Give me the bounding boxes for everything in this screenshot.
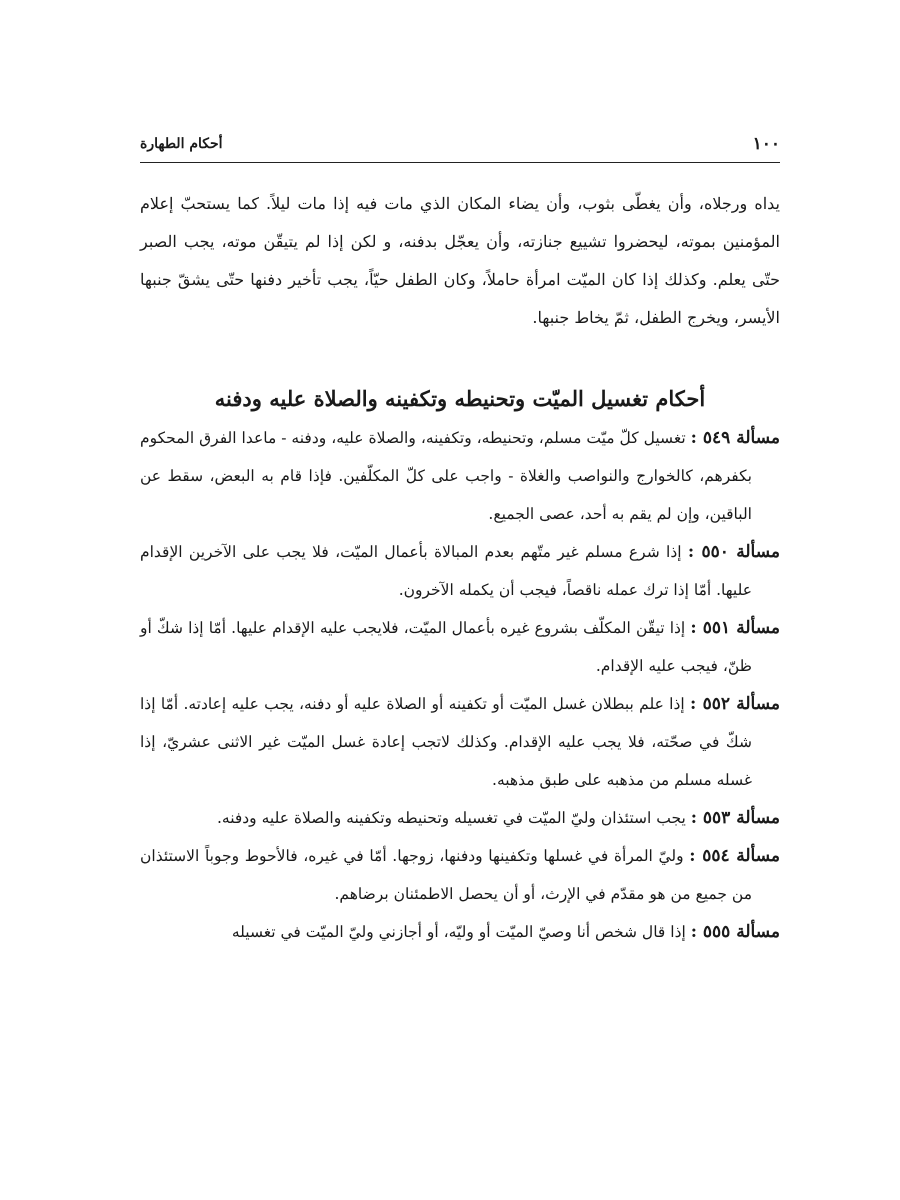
masala-553 bbox=[140, 799, 780, 837]
running-title: أحكام الطهارة bbox=[140, 136, 223, 152]
masala-text: إذا علم ببطلان غسل الميّت أو تكفينه أو الصلاة عليه أو دفنه، يجب عليه إعادته. أمّا إذا شكّ في صحّته، فلا يجب عليه الإقدام. وكذلك لاتجب إعادة غسل الميّت غير الاثنى عشريّ، إذا غسله مسلم من مذهبه على طبق مذهبه. bbox=[140, 695, 752, 789]
masala-text: يجب استئذان وليّ الميّت في تغسيله وتحنيطه وتكفينه والصلاة عليه ودفنه. bbox=[216, 809, 686, 827]
masala-label: مسألة ٥٥٥ : bbox=[690, 922, 780, 942]
page-header bbox=[140, 134, 780, 164]
page-body bbox=[140, 185, 780, 951]
masala-label: مسألة ٥٥٣ : bbox=[690, 808, 780, 828]
section-title: أحكام تغسيل الميّت وتحنيطه وتكفينه والصلاة عليه ودفنه bbox=[214, 386, 706, 411]
masala-label: مسألة ٥٥٠ : bbox=[687, 542, 780, 562]
masala-552 bbox=[140, 685, 780, 799]
masala-text: تغسيل كلّ ميّت مسلم، وتحنيطه، وتكفينه، والصلاة عليه، ودفنه - ماعدا الفرق المحكوم بكفرهم، كالخوارج والنواصب والغلاة - واجب على كلّ المكلّفين. فإذا قام به البعض، سقط عن الباقين، وإن لم يقم به أحد، عصى الجميع. bbox=[140, 429, 752, 523]
intro-paragraph bbox=[140, 185, 780, 337]
masala-text: إذا شرع مسلم غير متّهم بعدم المبالاة بأعمال الميّت، فلا يجب على الآخرين الإقدام عليها. أمّا إذا ترك عمله ناقصاً، فيجب أن يكمله الآخرون. bbox=[140, 543, 752, 599]
masala-list bbox=[140, 419, 780, 951]
masala-text: إذا قال شخص أنا وصيّ الميّت أو وليّه، أو أجازني وليّ الميّت في تغسيله bbox=[231, 923, 686, 941]
masala-555 bbox=[140, 913, 780, 951]
header-rule bbox=[140, 162, 780, 163]
masala-550 bbox=[140, 533, 780, 609]
masala-551 bbox=[140, 609, 780, 685]
masala-549 bbox=[140, 419, 780, 533]
masala-text: وليّ المرأة في غسلها وتكفينها ودفنها، زوجها. أمّا في غيره، فالأحوط وجوباً الاستئذان من جميع من هو مقدّم في الإرث، أو أن يحصل الاطمئنان برضاهم. bbox=[140, 847, 752, 903]
masala-label: مسألة ٥٥٤ : bbox=[689, 846, 781, 866]
masala-text: إذا تيقّن المكلّف بشروع غيره بأعمال الميّت، فلايجب عليه الإقدام عليها. أمّا إذا شكّ أو ظنّ، فيجب عليه الإقدام. bbox=[140, 619, 752, 675]
masala-label: مسألة ٥٤٩ : bbox=[690, 428, 780, 448]
page-number: ١٠٠ bbox=[752, 134, 780, 154]
intro-text: يداه ورجلاه، وأن يغطّى بثوب، وأن يضاء المكان الذي مات فيه إذا مات ليلاً. كما يستحبّ إعلام المؤمنين بموته، ليحضروا تشييع جنازته، وأن يعجّل بدفنه، و لكن إذا لم يتيقّن موته، يجب الصبر حتّى يعلم. وكذلك إذا كان الميّت امرأة حاملاً، وكان الطفل حيّاً، يجب تأخير دفنها حتّى يشقّ جنبها الأيسر، ويخرج الطفل، ثمّ يخاط جنبها. bbox=[140, 194, 780, 327]
masala-554 bbox=[140, 837, 780, 913]
masala-label: مسألة ٥٥١ : bbox=[690, 618, 780, 638]
masala-label: مسألة ٥٥٢ : bbox=[689, 694, 781, 714]
